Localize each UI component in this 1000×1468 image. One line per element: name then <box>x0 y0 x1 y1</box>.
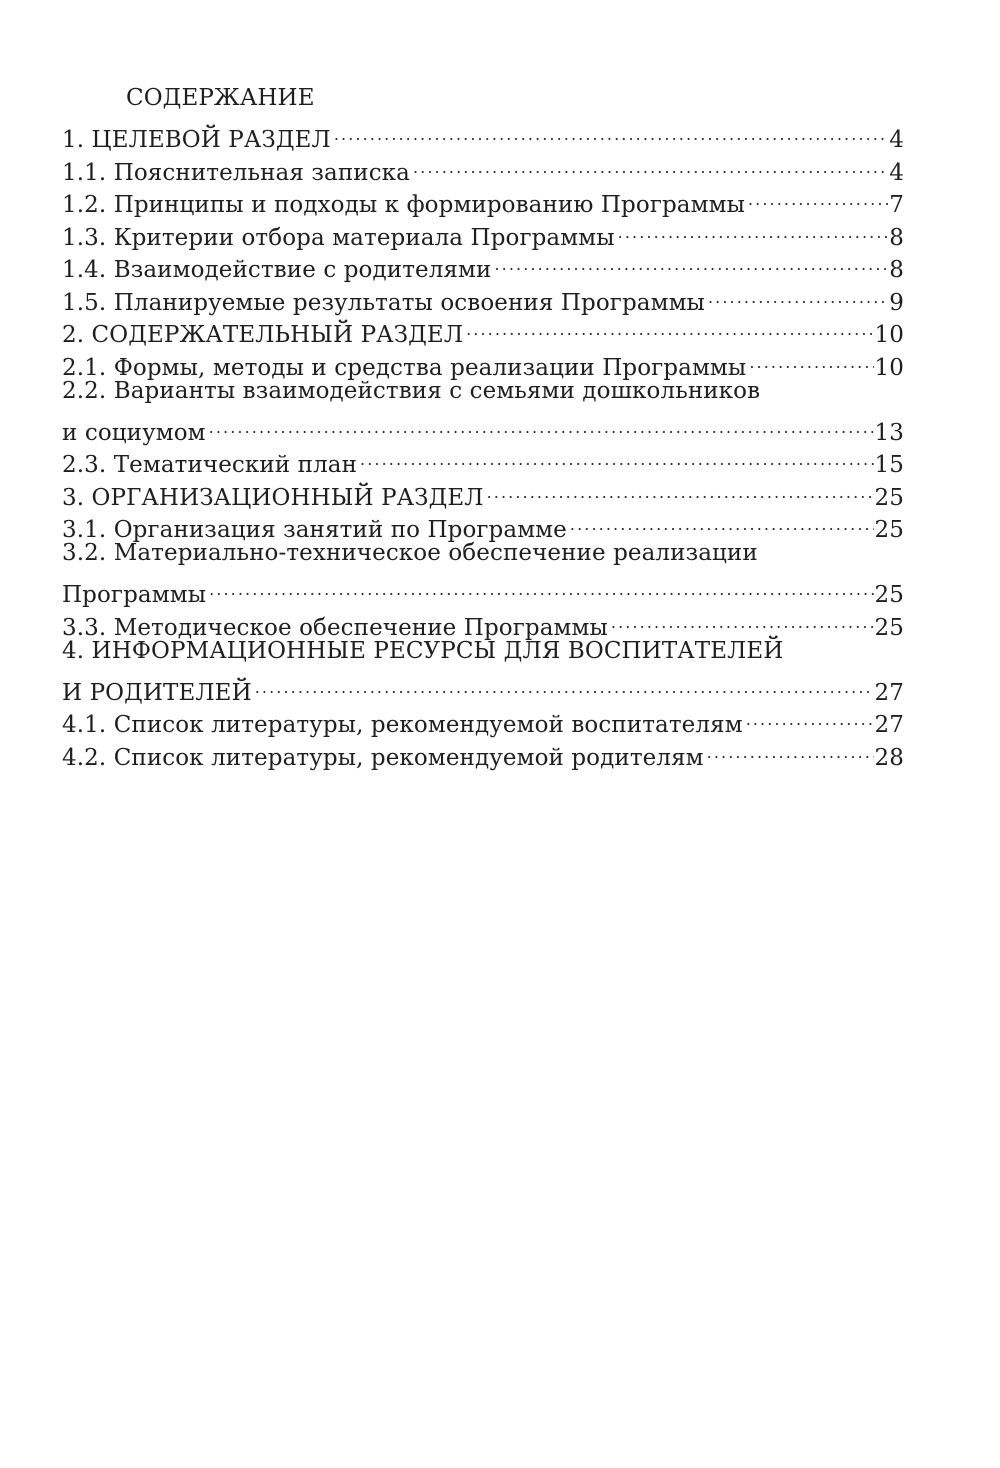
dot-leader <box>494 245 888 278</box>
dot-leader <box>749 342 873 375</box>
toc-entry[interactable] <box>62 537 904 608</box>
dot-leader <box>360 440 873 473</box>
table-of-contents <box>62 82 904 771</box>
toc-entry-text: 3. ОРГАНИЗАЦИОННЫЙ РАЗДЕЛ <box>62 484 484 511</box>
dot-leader <box>466 310 873 343</box>
toc-entry-text: 4.2. Список литературы, рекомендуемой родителям <box>62 744 704 771</box>
toc-entry-text: 3.3. Методическое обеспечение Программы <box>62 614 608 641</box>
toc-entry-text: Программы <box>62 582 207 608</box>
dot-leader <box>209 570 873 603</box>
dot-leader <box>487 472 874 505</box>
toc-entry-page: 8 <box>889 257 904 283</box>
toc-entry[interactable] <box>62 115 904 153</box>
toc-entry-text: 4.1. Список литературы, рекомендуемой воспитателям <box>62 712 743 738</box>
toc-entry-text-line1: 3.2. Материально-техническое обеспечение реализации <box>62 540 758 566</box>
toc-entry-page: 10 <box>874 354 904 381</box>
toc-entry-page: 4 <box>889 159 904 186</box>
toc-entry-text: И РОДИТЕЛЕЙ <box>62 679 252 706</box>
dot-leader <box>618 212 889 245</box>
toc-entry-text: и социумом <box>62 419 206 446</box>
toc-entry-page: 25 <box>874 614 904 641</box>
toc-entry-page: 13 <box>874 419 904 446</box>
toc-entry-text-line1: 2.2. Варианты взаимодействия с семьями дошкольников <box>62 377 761 404</box>
toc-entry-text: 1.1. Пояснительная записка <box>62 159 410 186</box>
toc-entry-page: 25 <box>874 517 904 543</box>
toc-entry-page: 10 <box>874 322 904 348</box>
dot-leader <box>209 407 874 440</box>
toc-entry-page: 4 <box>889 127 904 153</box>
toc-entry-page: 8 <box>889 224 904 251</box>
toc-entry-page: 28 <box>874 744 904 771</box>
toc-entry-page: 7 <box>889 192 904 218</box>
toc-entry-text: 1.2. Принципы и подходы к формированию Программы <box>62 192 745 218</box>
toc-entry[interactable] <box>62 635 904 706</box>
toc-entry-page: 25 <box>874 582 904 608</box>
toc-entry-text: 1.5. Планируемые результаты освоения Программы <box>62 289 705 316</box>
toc-entry-text: 1.4. Взаимодействие с родителями <box>62 257 492 283</box>
dot-leader <box>255 667 874 700</box>
dot-leader <box>413 147 888 180</box>
toc-entry-page: 27 <box>874 712 904 738</box>
dot-leader <box>611 602 874 635</box>
dot-leader <box>570 505 874 538</box>
toc-entry-page: 27 <box>874 679 904 706</box>
dot-leader <box>334 115 888 148</box>
toc-entry-text: 1. ЦЕЛЕВОЙ РАЗДЕЛ <box>62 127 331 153</box>
dot-leader <box>746 700 874 733</box>
toc-entry-text: 2.1. Формы, методы и средства реализации Программы <box>62 354 747 381</box>
toc-entry-text: 1.3. Критерии отбора материала Программы <box>62 224 615 251</box>
toc-entry-text: 2.3. Тематический план <box>62 452 358 478</box>
toc-entry-page: 15 <box>874 452 904 478</box>
toc-entry[interactable] <box>62 375 904 446</box>
toc-entry-text: 3.1. Организация занятий по Программе <box>62 517 567 543</box>
dot-leader <box>748 180 888 213</box>
dot-leader <box>707 732 874 765</box>
toc-entry-page: 9 <box>889 289 904 316</box>
dot-leader <box>708 277 888 310</box>
toc-entry-text-line1: 4. ИНФОРМАЦИОННЫЕ РЕСУРСЫ ДЛЯ ВОСПИТАТЕЛЕЙ <box>62 637 784 664</box>
toc-title: СОДЕРЖАНИЕ <box>126 85 315 111</box>
toc-entry-page: 25 <box>874 484 904 511</box>
toc-entry-text: 2. СОДЕРЖАТЕЛЬНЫЙ РАЗДЕЛ <box>62 322 464 348</box>
